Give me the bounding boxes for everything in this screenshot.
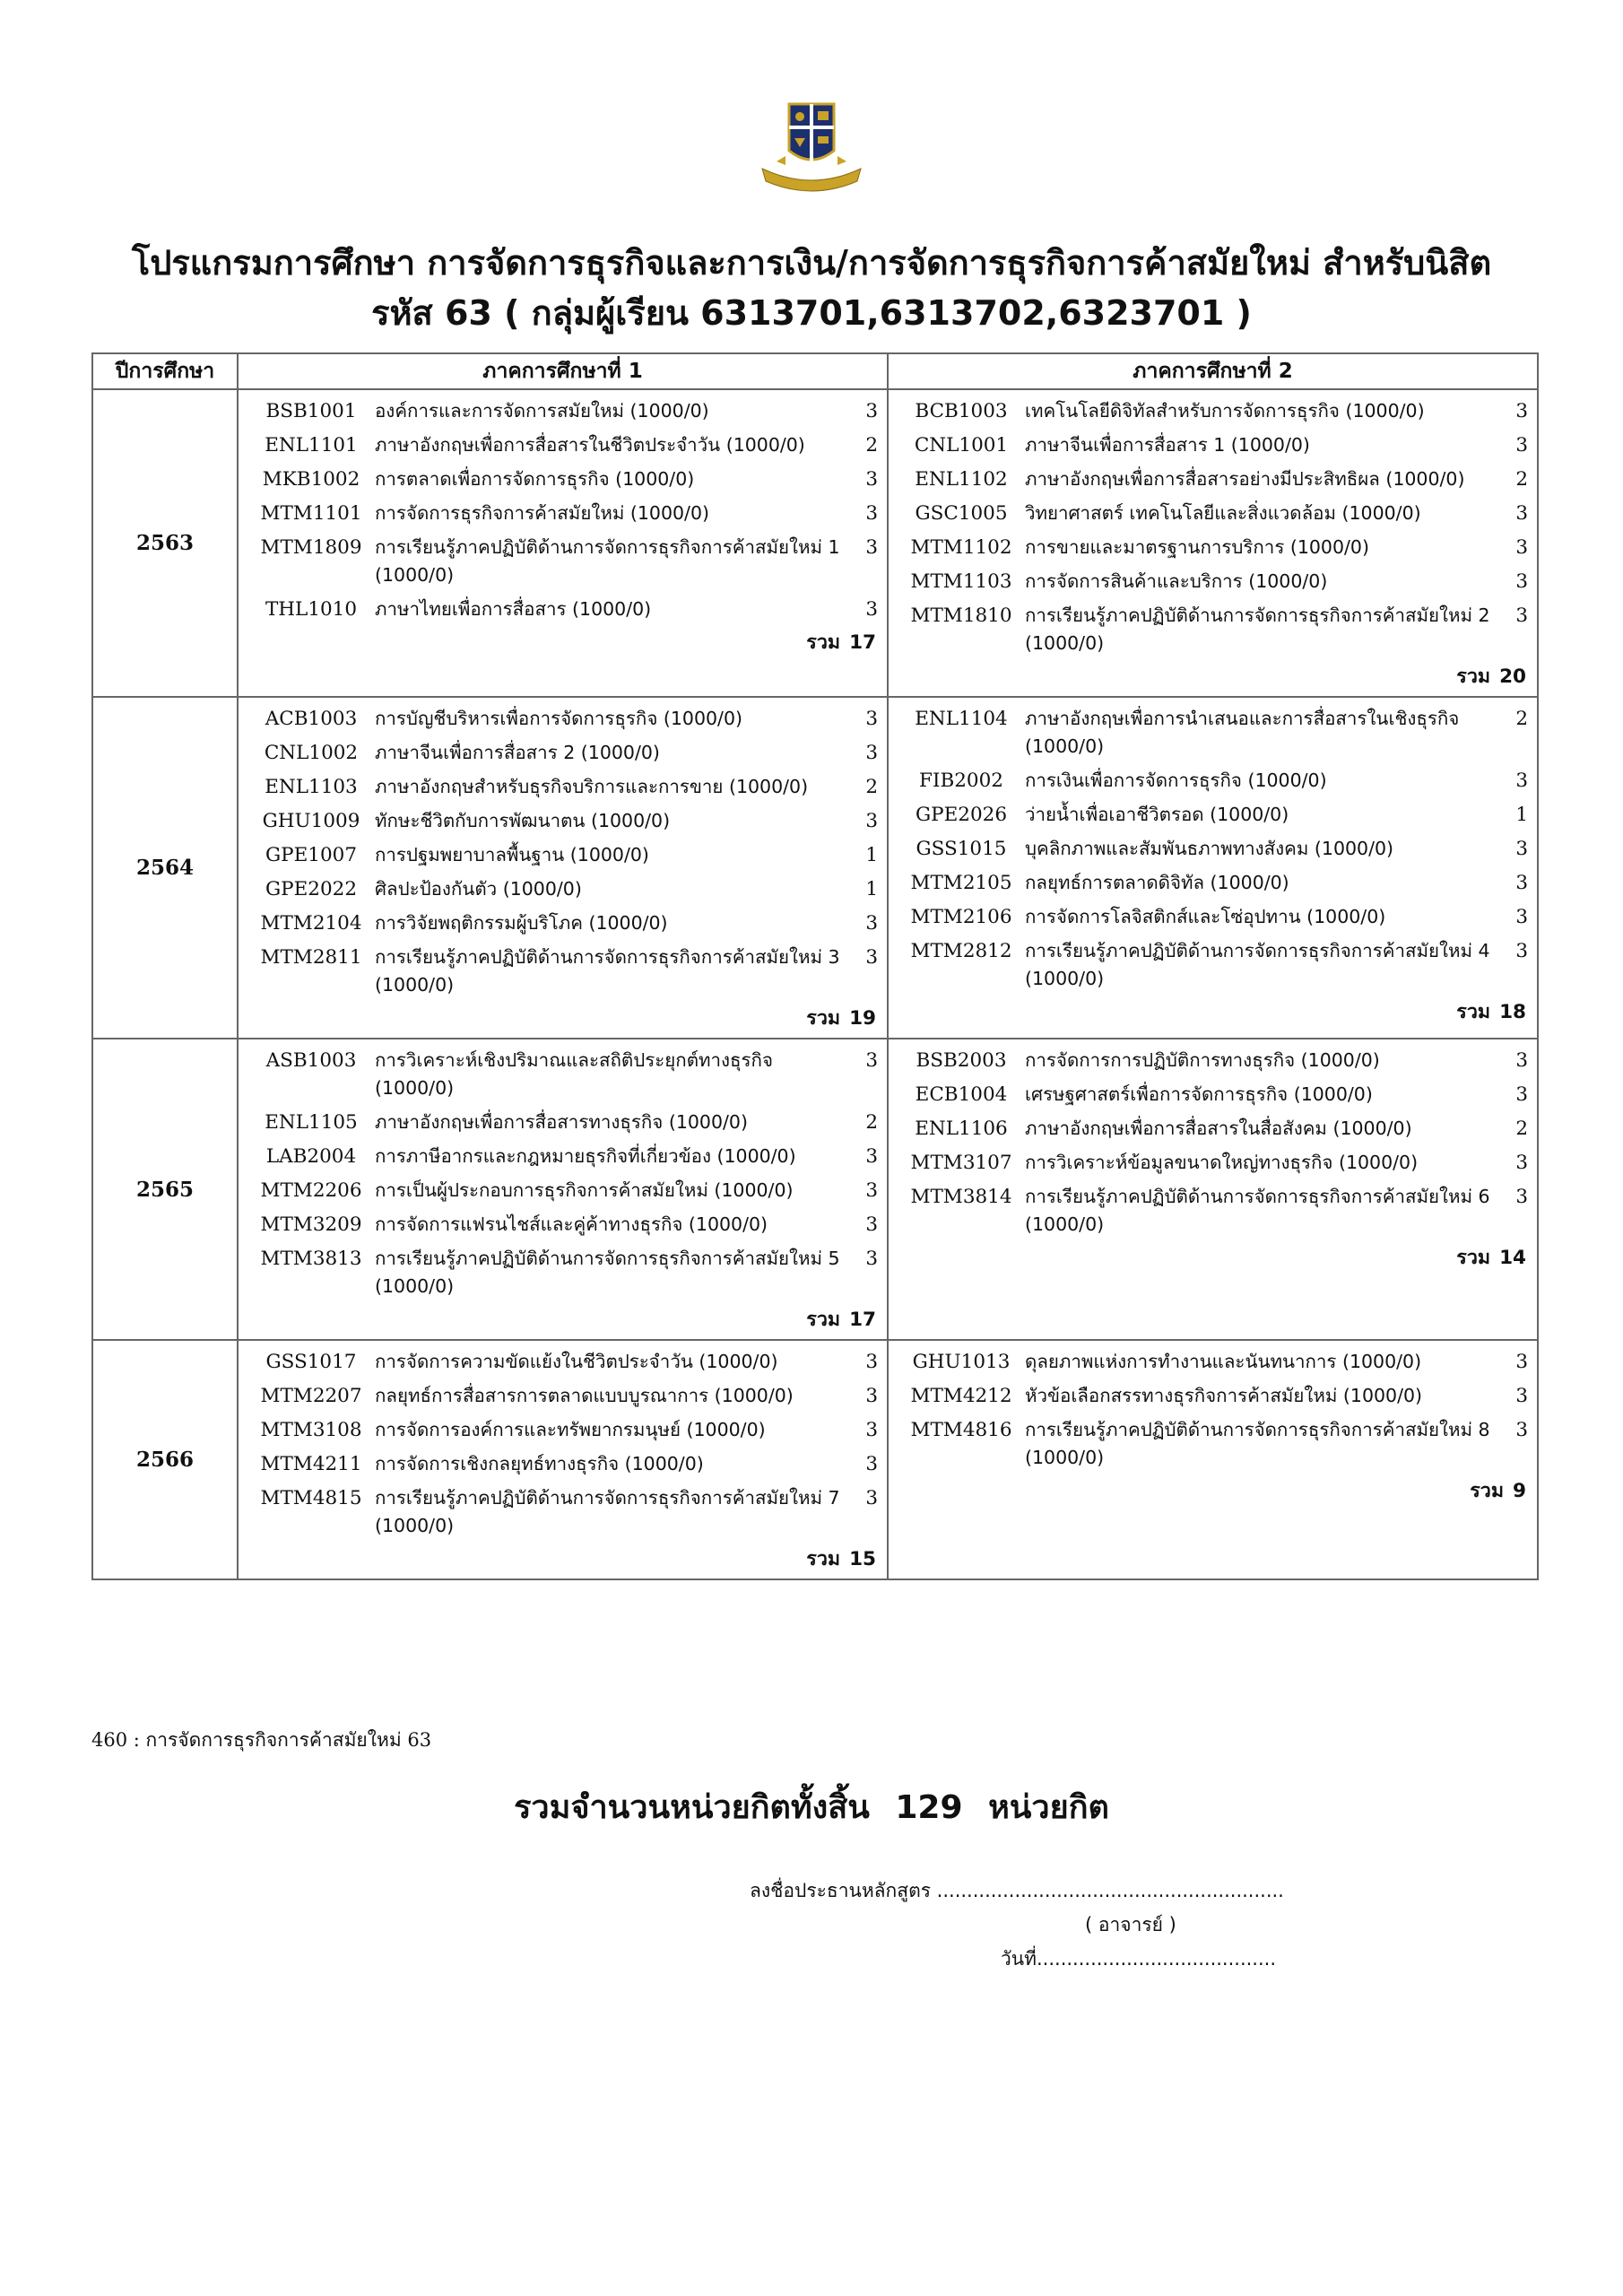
course-code: MTM3107 <box>910 1152 1012 1174</box>
course-credit: 3 <box>1515 1083 1528 1106</box>
course-code: MTM3813 <box>260 1248 362 1270</box>
course-credit: 3 <box>865 1145 878 1168</box>
course-item <box>247 1211 878 1239</box>
course-item <box>247 1245 878 1300</box>
course-credit: 3 <box>1515 1351 1528 1373</box>
course-code: GPE2022 <box>265 878 358 900</box>
course-credit: 3 <box>865 946 878 969</box>
semester-total-label: รวม <box>806 1309 841 1331</box>
course-code: MTM2106 <box>910 906 1012 928</box>
course-code: GSS1015 <box>916 838 1007 860</box>
course-code: MTM1101 <box>260 502 362 525</box>
course-name: การเรียนรู้ภาคปฏิบัติด้านการจัดการธุรกิจการค้าสมัยใหม่ 8 (1000/0) <box>1025 1419 1490 1468</box>
semester-2-cell <box>888 1039 1538 1340</box>
course-item <box>898 801 1528 829</box>
course-name: บุคลิกภาพและสัมพันธภาพทางสังคม (1000/0) <box>1025 838 1394 859</box>
course-code: MTM2104 <box>260 912 362 935</box>
course-item <box>247 807 878 835</box>
course-name: ภาษาอังกฤษเพื่อการสื่อสารทางธุรกิจ (1000/0) <box>375 1111 748 1133</box>
course-credit: 3 <box>1515 770 1528 792</box>
course-name: การเรียนรู้ภาคปฏิบัติด้านการจัดการธุรกิจการค้าสมัยใหม่ 5 (1000/0) <box>375 1248 840 1297</box>
course-name: ภาษาอังกฤษสำหรับธุรกิจบริการและการขาย (1000/0) <box>375 776 809 797</box>
semester-total-value: 17 <box>849 631 876 654</box>
course-credit: 3 <box>1515 940 1528 962</box>
course-credit: 3 <box>865 1351 878 1373</box>
course-credit: 3 <box>865 1049 878 1072</box>
semester-total <box>247 630 878 657</box>
semester-total-label: รวม <box>1456 1247 1491 1269</box>
course-code: MTM1809 <box>260 536 362 559</box>
course-code: MTM2105 <box>910 872 1012 894</box>
course-credit: 2 <box>1515 468 1528 491</box>
semester-2-cell <box>888 697 1538 1039</box>
course-item <box>247 739 878 767</box>
course-code: BCB1003 <box>915 400 1008 422</box>
course-credit: 2 <box>865 1111 878 1134</box>
date-line: วันที่........................................ <box>1001 1948 1277 1970</box>
semester-total-value: 15 <box>849 1548 876 1570</box>
course-credit: 3 <box>865 536 878 559</box>
course-item <box>247 1348 878 1376</box>
course-item <box>247 1177 878 1205</box>
course-code: ENL1104 <box>915 708 1008 730</box>
course-code: MTM1810 <box>910 604 1012 627</box>
course-item <box>898 1149 1528 1177</box>
course-credit: 3 <box>865 742 878 764</box>
course-item <box>247 1109 878 1136</box>
course-name: ดุลยภาพแห่งการทำงานและนันทนาการ (1000/0) <box>1025 1351 1422 1372</box>
semester-total-value: 19 <box>849 1007 876 1030</box>
course-name: การจัดการธุรกิจการค้าสมัยใหม่ (1000/0) <box>375 502 710 524</box>
course-item <box>898 835 1528 863</box>
course-item <box>898 937 1528 993</box>
semester-1-cell <box>238 1039 888 1340</box>
semester-total-label: รวม <box>806 1007 841 1030</box>
course-name: ว่ายน้ำเพื่อเอาชีวิตรอด (1000/0) <box>1025 804 1289 825</box>
signature-title: ( อาจารย์ ) <box>1085 1914 1176 1935</box>
course-code: ECB1004 <box>915 1083 1008 1106</box>
course-item <box>247 875 878 903</box>
course-item <box>247 1450 878 1478</box>
course-code: ENL1102 <box>915 468 1008 491</box>
course-name: ภาษาอังกฤษเพื่อการสื่อสารในชีวิตประจำวัน (1000/0) <box>375 434 805 456</box>
semester-total <box>898 664 1528 691</box>
course-credit: 3 <box>865 1419 878 1441</box>
table-row <box>92 389 1538 697</box>
course-code: MTM4815 <box>260 1487 362 1509</box>
course-name: กลยุทธ์การสื่อสารการตลาดแบบบูรณาการ (1000/0) <box>375 1385 794 1406</box>
course-credit: 3 <box>1515 1186 1528 1208</box>
course-name: การเงินเพื่อการจัดการธุรกิจ (1000/0) <box>1025 770 1327 791</box>
course-name: การปฐมพยาบาลพื้นฐาน (1000/0) <box>375 844 649 865</box>
semester-2-cell <box>888 1340 1538 1579</box>
course-name: การจัดการสินค้าและบริการ (1000/0) <box>1025 570 1328 592</box>
course-name: เศรษฐศาสตร์เพื่อการจัดการธุรกิจ (1000/0) <box>1025 1083 1373 1105</box>
program-code-note: 460 : การจัดการธุรกิจการค้าสมัยใหม่ 63 <box>91 1729 432 1751</box>
course-credit: 3 <box>865 1453 878 1475</box>
signature-line: ลงชื่อประธานหลักสูตร .......................................................... <box>750 1880 1284 1901</box>
course-item <box>898 397 1528 425</box>
course-credit: 3 <box>865 502 878 525</box>
course-name: การจัดการการปฏิบัติการทางธุรกิจ (1000/0) <box>1025 1049 1380 1071</box>
course-item <box>247 431 878 459</box>
semester-total-value: 20 <box>1499 665 1526 688</box>
course-item <box>247 465 878 493</box>
course-credit: 3 <box>1515 872 1528 894</box>
course-name: ภาษาไทยเพื่อการสื่อสาร (1000/0) <box>375 598 652 620</box>
course-credit: 2 <box>1515 1118 1528 1140</box>
course-credit: 2 <box>865 776 878 798</box>
course-code: GPE2026 <box>915 804 1008 826</box>
academic-year-cell: 2565 <box>92 1039 238 1340</box>
table-row <box>92 1039 1538 1340</box>
course-code: BSB2003 <box>916 1049 1007 1072</box>
course-name: การเรียนรู้ภาคปฏิบัติด้านการจัดการธุรกิจการค้าสมัยใหม่ 1 (1000/0) <box>375 536 840 586</box>
course-name: การบัญชีบริหารเพื่อการจัดการธุรกิจ (1000/0) <box>375 708 742 729</box>
course-credit: 3 <box>1515 1419 1528 1441</box>
course-code: MTM1102 <box>910 536 1012 559</box>
semester-1-cell <box>238 1340 888 1579</box>
course-name: ภาษาอังกฤษเพื่อการสื่อสารในสื่อสังคม (1000/0) <box>1025 1118 1412 1139</box>
course-name: การจัดการโลจิสติกส์และโซ่อุปทาน (1000/0) <box>1025 906 1386 927</box>
course-code: ACB1003 <box>265 708 358 730</box>
study-plan-table <box>91 352 1539 1580</box>
course-credit: 3 <box>1515 502 1528 525</box>
grand-total-label: รวมจำนวนหน่วยกิตทั้งสิ้น <box>514 1789 870 1826</box>
semester-total <box>898 1245 1528 1272</box>
course-credit: 3 <box>865 1385 878 1407</box>
course-code: ENL1103 <box>265 776 358 798</box>
course-name: การภาษีอากรและกฎหมายธุรกิจที่เกี่ยวข้อง (1000/0) <box>375 1145 796 1167</box>
course-credit: 2 <box>1515 708 1528 730</box>
course-credit: 1 <box>1515 804 1528 826</box>
course-name: การเรียนรู้ภาคปฏิบัติด้านการจัดการธุรกิจการค้าสมัยใหม่ 7 (1000/0) <box>375 1487 840 1536</box>
course-item <box>898 602 1528 657</box>
course-code: MTM3108 <box>260 1419 362 1441</box>
course-credit: 1 <box>865 844 878 866</box>
university-crest-icon <box>753 99 870 197</box>
course-item <box>247 1143 878 1170</box>
course-item <box>898 1183 1528 1239</box>
course-name: การขายและมาตรฐานการบริการ (1000/0) <box>1025 536 1369 558</box>
course-item <box>898 568 1528 596</box>
semester-total-label: รวม <box>1456 665 1491 688</box>
course-name: วิทยาศาสตร์ เทคโนโลยีและสิ่งแวดล้อม (1000/0) <box>1025 502 1421 524</box>
course-name: การวิจัยพฤติกรรมผู้บริโภค (1000/0) <box>375 912 668 934</box>
course-item <box>898 705 1528 761</box>
semester-total-label: รวม <box>1470 1480 1505 1502</box>
course-credit: 3 <box>1515 604 1528 627</box>
course-item <box>247 1416 878 1444</box>
semester-total <box>898 999 1528 1026</box>
course-name: การเรียนรู้ภาคปฏิบัติด้านการจัดการธุรกิจการค้าสมัยใหม่ 3 (1000/0) <box>375 946 840 996</box>
course-name: การตลาดเพื่อการจัดการธุรกิจ (1000/0) <box>375 468 695 490</box>
course-item <box>898 903 1528 931</box>
course-credit: 3 <box>865 1213 878 1236</box>
course-item <box>898 1348 1528 1376</box>
course-name: ทักษะชีวิตกับการพัฒนาตน (1000/0) <box>375 810 671 831</box>
course-code: MTM4211 <box>260 1453 362 1475</box>
course-credit: 3 <box>865 400 878 422</box>
course-credit: 2 <box>865 434 878 457</box>
course-name: การวิเคราะห์ข้อมูลขนาดใหญ่ทางธุรกิจ (1000/0) <box>1025 1152 1419 1173</box>
course-code: LAB2004 <box>265 1145 357 1168</box>
course-credit: 3 <box>865 1487 878 1509</box>
course-code: ENL1105 <box>265 1111 358 1134</box>
course-item <box>898 1047 1528 1074</box>
course-name: การจัดการความขัดแย้งในชีวิตประจำวัน (1000/0) <box>375 1351 778 1372</box>
semester-total-value: 18 <box>1499 1001 1526 1023</box>
course-code: MTM2207 <box>260 1385 362 1407</box>
course-code: GSS1017 <box>265 1351 357 1373</box>
course-code: ENL1101 <box>265 434 358 457</box>
course-item <box>247 1484 878 1540</box>
course-code: GSC1005 <box>915 502 1008 525</box>
course-item <box>247 841 878 869</box>
course-credit: 3 <box>865 1179 878 1202</box>
course-code: GHU1013 <box>912 1351 1011 1373</box>
course-code: BSB1001 <box>265 400 357 422</box>
semester-total <box>247 1005 878 1032</box>
semester-1-cell <box>238 697 888 1039</box>
course-name: ศิลปะป้องกันตัว (1000/0) <box>375 878 582 900</box>
course-name: หัวข้อเลือกสรรทางธุรกิจการค้าสมัยใหม่ (1000/0) <box>1025 1385 1423 1406</box>
course-item <box>247 944 878 999</box>
course-name: การเรียนรู้ภาคปฏิบัติด้านการจัดการธุรกิจการค้าสมัยใหม่ 6 (1000/0) <box>1025 1186 1490 1235</box>
table-row <box>92 697 1538 1039</box>
course-item <box>247 1047 878 1102</box>
semester-total <box>898 1478 1528 1505</box>
course-item <box>247 500 878 527</box>
course-name: การเรียนรู้ภาคปฏิบัติด้านการจัดการธุรกิจการค้าสมัยใหม่ 4 (1000/0) <box>1025 940 1490 989</box>
course-name: การเป็นผู้ประกอบการธุรกิจการค้าสมัยใหม่ (1000/0) <box>375 1179 794 1201</box>
course-name: กลยุทธ์การตลาดดิจิทัล (1000/0) <box>1025 872 1289 893</box>
course-credit: 3 <box>865 468 878 491</box>
course-item <box>247 773 878 801</box>
course-name: การจัดการองค์การและทรัพยากรมนุษย์ (1000/0) <box>375 1419 766 1440</box>
course-name: ภาษาอังกฤษเพื่อการสื่อสารอย่างมีประสิทธิผล (1000/0) <box>1025 468 1465 490</box>
course-name: เทคโนโลยีดิจิทัลสำหรับการจัดการธุรกิจ (1000/0) <box>1025 400 1425 422</box>
semester-total-value: 17 <box>849 1309 876 1331</box>
course-item <box>898 767 1528 795</box>
page-title: โปรแกรมการศึกษา การจัดการธุรกิจและการเงิน/การจัดการธุรกิจการค้าสมัยใหม่ สำหรับนิสิต <box>131 243 1492 283</box>
course-name: องค์การและการจัดการสมัยใหม่ (1000/0) <box>375 400 709 422</box>
course-code: MTM2811 <box>260 946 362 969</box>
course-credit: 3 <box>1515 1049 1528 1072</box>
course-item <box>247 705 878 733</box>
course-code: MKB1002 <box>262 468 360 491</box>
course-item <box>898 500 1528 527</box>
course-code: MTM1103 <box>910 570 1012 593</box>
table-row <box>92 1340 1538 1579</box>
academic-year-cell: 2563 <box>92 389 238 697</box>
course-credit: 3 <box>1515 838 1528 860</box>
course-item <box>247 1382 878 1410</box>
course-item <box>898 465 1528 493</box>
semester-total <box>247 1307 878 1334</box>
course-code: MTM2206 <box>260 1179 362 1202</box>
course-item <box>898 1382 1528 1410</box>
course-code: MTM3209 <box>260 1213 362 1236</box>
course-code: GHU1009 <box>262 810 360 832</box>
course-code: ASB1003 <box>265 1049 357 1072</box>
year-column-header: ปีการศึกษา <box>92 353 238 389</box>
semester-2-cell <box>888 389 1538 697</box>
table-header-row <box>92 353 1538 389</box>
course-credit: 3 <box>1515 570 1528 593</box>
academic-year-cell: 2564 <box>92 697 238 1039</box>
course-name: การจัดการเชิงกลยุทธ์ทางธุรกิจ (1000/0) <box>375 1453 704 1474</box>
course-item <box>898 869 1528 897</box>
course-code: FIB2002 <box>919 770 1003 792</box>
course-credit: 3 <box>1515 1385 1528 1407</box>
course-name: ภาษาอังกฤษเพื่อการนำเสนอและการสื่อสารในเชิงธุรกิจ (1000/0) <box>1025 708 1460 757</box>
course-credit: 3 <box>1515 1152 1528 1174</box>
course-name: การเรียนรู้ภาคปฏิบัติด้านการจัดการธุรกิจการค้าสมัยใหม่ 2 (1000/0) <box>1025 604 1490 654</box>
semester-total-value: 9 <box>1513 1480 1526 1502</box>
course-credit: 3 <box>1515 906 1528 928</box>
course-item <box>898 534 1528 561</box>
course-credit: 3 <box>865 912 878 935</box>
course-name: การจัดการแฟรนไชส์และคู่ค้าทางธุรกิจ (1000/0) <box>375 1213 768 1235</box>
course-credit: 3 <box>865 1248 878 1270</box>
course-item <box>247 909 878 937</box>
course-code: MTM4816 <box>910 1419 1012 1441</box>
course-code: MTM4212 <box>910 1385 1012 1407</box>
course-item <box>898 1416 1528 1472</box>
course-code: CNL1002 <box>264 742 359 764</box>
grand-total <box>0 1781 1623 1832</box>
course-name: ภาษาจีนเพื่อการสื่อสาร 1 (1000/0) <box>1025 434 1310 456</box>
course-item <box>898 1081 1528 1109</box>
semester-total-label: รวม <box>806 631 841 654</box>
semester-2-column-header: ภาคการศึกษาที่ 2 <box>888 353 1538 389</box>
course-name: ภาษาจีนเพื่อการสื่อสาร 2 (1000/0) <box>375 742 660 763</box>
course-credit: 3 <box>865 708 878 730</box>
course-item <box>898 1115 1528 1143</box>
course-credit: 3 <box>1515 536 1528 559</box>
course-credit: 3 <box>865 810 878 832</box>
course-code: MTM2812 <box>910 940 1012 962</box>
course-code: MTM3814 <box>910 1186 1012 1208</box>
grand-total-unit: หน่วยกิต <box>988 1789 1109 1826</box>
course-item <box>247 397 878 425</box>
course-credit: 3 <box>1515 434 1528 457</box>
semester-total <box>247 1546 878 1573</box>
course-credit: 3 <box>1515 400 1528 422</box>
semester-1-column-header: ภาคการศึกษาที่ 1 <box>238 353 888 389</box>
course-item <box>247 534 878 589</box>
course-credit: 1 <box>865 878 878 900</box>
course-code: ENL1106 <box>915 1118 1008 1140</box>
grand-total-value: 129 <box>895 1789 963 1826</box>
semester-1-cell <box>238 389 888 697</box>
course-item <box>898 431 1528 459</box>
course-code: THL1010 <box>265 598 358 621</box>
course-item <box>247 596 878 623</box>
semester-total-value: 14 <box>1499 1247 1526 1269</box>
course-code: CNL1001 <box>914 434 1009 457</box>
semester-total-label: รวม <box>1456 1001 1491 1023</box>
course-credit: 3 <box>865 598 878 621</box>
academic-year-cell: 2566 <box>92 1340 238 1579</box>
course-name: การวิเคราะห์เชิงปริมาณและสถิติประยุกต์ทางธุรกิจ (1000/0) <box>375 1049 773 1099</box>
page-subtitle: รหัส 63 ( กลุ่มผู้เรียน 6313701,6313702,6323701 ) <box>371 293 1252 333</box>
semester-total-label: รวม <box>806 1548 841 1570</box>
course-code: GPE1007 <box>265 844 358 866</box>
